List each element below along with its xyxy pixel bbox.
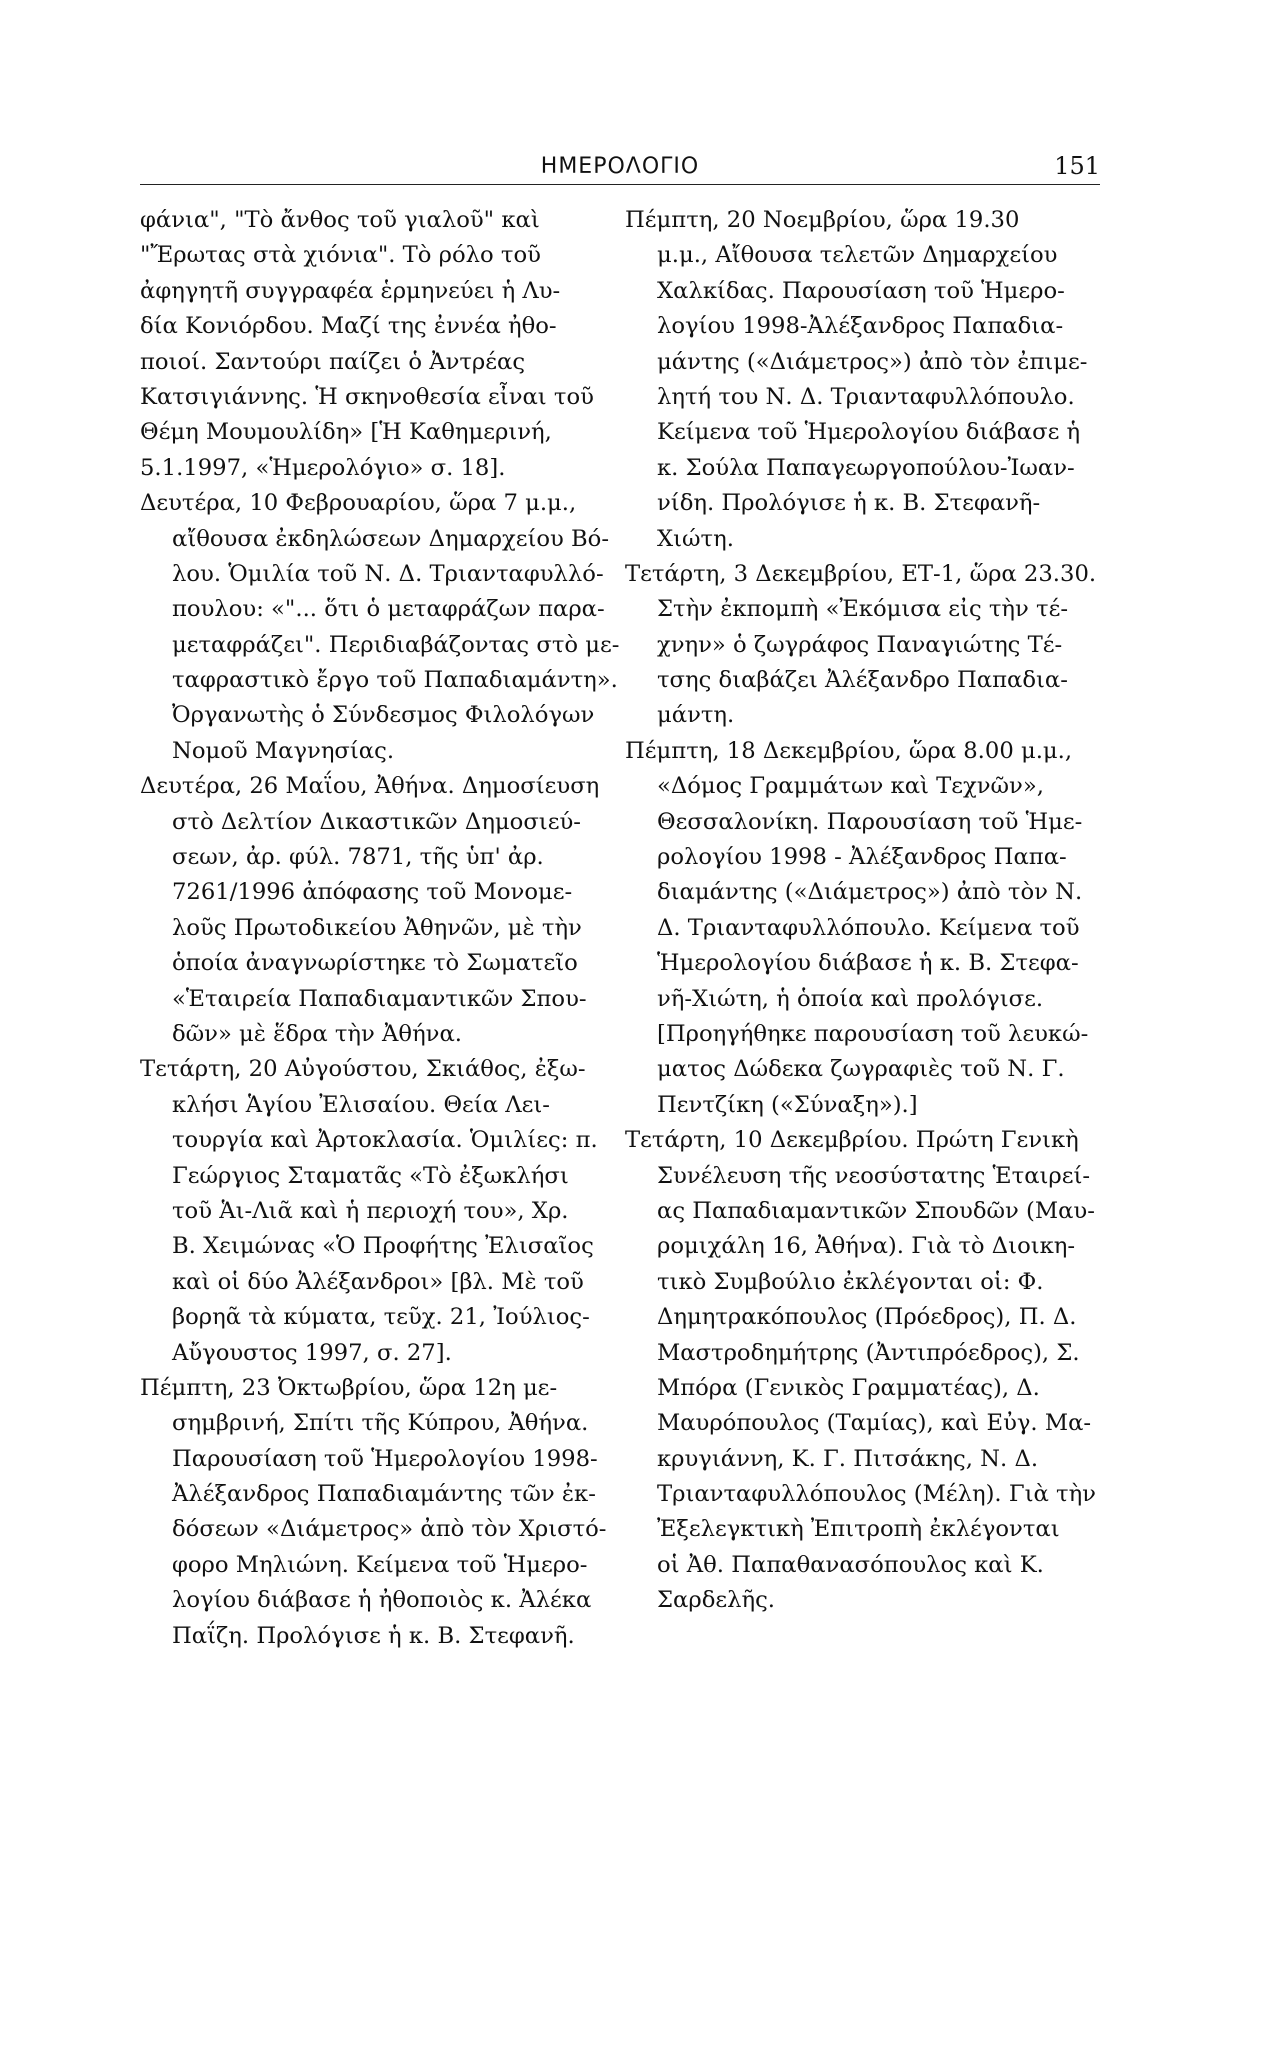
page-number: 151 [1054,152,1100,180]
text-line: Χιώτη. [657,525,734,552]
text-line: Συνέλευση τῆς νεοσύστατης Ἑταιρεί- [657,1162,1091,1189]
text-line: ποιοί. Σαντούρι παίζει ὁ Ἀντρέας [140,348,526,375]
text-line: Αὔγουστος 1997, σ. 27]. [172,1339,452,1366]
text-line: 7261/1996 ἀπόφασης τοῦ Μονομε- [172,879,573,906]
text-line: κρυγιάννη, Κ. Γ. Πιτσάκης, Ν. Δ. [657,1445,1039,1472]
text-line: λοῦς Πρωτοδικείου Ἀθηνῶν, μὲ τὴν [172,914,582,941]
text-line: «Ἑταιρεία Παπαδιαμαντικῶν Σπου- [172,985,587,1012]
text-line: Ἐξελεγκτικὴ Ἐπιτροπὴ ἐκλέγονται [657,1516,1060,1543]
right-column [625,203,1097,1619]
text-line: στὸ Δελτίον Δικαστικῶν Δημοσιεύ- [172,808,581,835]
text-line: "Ἔρωτας στὰ χιόνια". Τὸ ρόλο τοῦ [140,242,541,269]
text-line: Μαυρόπουλος (Ταμίας), καὶ Εὐγ. Μα- [657,1410,1092,1437]
text-line: Δ. Τριανταφυλλόπουλο. Κείμενα τοῦ [657,914,1080,941]
text-line: χνην» ὁ ζωγράφος Παναγιώτης Τέ- [657,631,1063,658]
text-line: Χαλκίδας. Παρουσίαση τοῦ Ἡμερο- [657,277,1065,304]
text-line: [Προηγήθηκε παρουσίαση τοῦ λευκώ- [657,1020,1089,1047]
text-line: τουργία καὶ Ἀρτοκλασία. Ὁμιλίες: π. [172,1127,598,1154]
text-line: «Δόμος Γραμμάτων καὶ Τεχνῶν», [657,773,1044,800]
text-line: Δημητρακόπουλος (Πρόεδρος), Π. Δ. [657,1304,1077,1331]
text-line: Πέμπτη, 23 Ὀκτωβρίου, ὥρα 12η με- [140,1374,558,1401]
text-line: σημβρινή, Σπίτι τῆς Κύπρου, Ἀθήνα. [172,1410,589,1437]
text-line: Θέμη Μουμουλίδη» [Ἡ Καθημερινή, [140,419,552,446]
text-line: Γεώργιος Σταματᾶς «Τὸ ἐξωκλήσι [172,1162,569,1189]
text-line: Πέμπτη, 18 Δεκεμβρίου, ὥρα 8.00 μ.μ., [625,737,1073,764]
text-line: Τριανταφυλλόπουλος (Μέλη). Γιὰ τὴν [657,1481,1096,1508]
text-line: μ.μ., Αἴθουσα τελετῶν Δημαρχείου [657,242,1058,269]
text-line: βορηᾶ τὰ κύματα, τεῦχ. 21, Ἰούλιος- [172,1304,590,1331]
text-line: λητή του Ν. Δ. Τριανταφυλλόπουλο. [657,383,1075,410]
text-line: μεταφράζει". Περιδιαβάζοντας στὸ με- [172,631,620,658]
text-line: καὶ οἱ δύο Ἀλέξανδροι» [βλ. Μὲ τοῦ [172,1268,584,1295]
text-line: σεων, ἀρ. φύλ. 7871, τῆς ὑπ' ἀρ. [172,844,544,871]
text-line: Μπόρα (Γενικὸς Γραμματέας), Δ. [657,1374,1040,1401]
text-line: οἱ Ἀθ. Παπαθανασόπουλος καὶ Κ. [657,1551,1044,1578]
text-line: Μαστροδημήτρης (Ἀντιπρόεδρος), Σ. [657,1339,1080,1366]
running-header [140,150,1100,185]
text-line: Κείμενα τοῦ Ἡμερολογίου διάβασε ἡ [657,419,1081,446]
text-line: Τετάρτη, 20 Αὐγούστου, Σκιάθος, ἐξω- [140,1056,586,1083]
text-line: Νομοῦ Μαγνησίας. [172,737,395,764]
text-line: κλήσι Ἁγίου Ἐλισαίου. Θεία Λει- [172,1091,550,1118]
left-column [140,203,620,1654]
text-line: Πέμπτη, 20 Νοεμβρίου, ὥρα 19.30 [625,207,1020,233]
text-line: δία Κονιόρδου. Μαζί της ἐννέα ἠθο- [140,313,557,340]
text-line: λου. Ὁμιλία τοῦ Ν. Δ. Τριανταφυλλό- [172,560,604,587]
text-line: Ὀργανωτὴς ὁ Σύνδεσμος Φιλολόγων [172,702,595,729]
text-line: ας Παπαδιαμαντικῶν Σπουδῶν (Μαυ- [657,1197,1095,1224]
text-line: Σαρδελῆς. [657,1587,776,1614]
text-line: νῆ-Χιώτη, ἡ ὁποία καὶ προλόγισε. [657,985,1044,1012]
running-title: ΗΜΕΡΟΛΟΓΙΟ [540,154,700,179]
text-line: 5.1.1997, «Ἡμερολόγιο» σ. 18]. [140,454,506,481]
text-line: δόσεων «Διάμετρος» ἀπὸ τὸν Χριστό- [172,1516,607,1543]
text-line: πουλου: «"... ὅτι ὁ μεταφράζων παρα- [172,596,605,623]
text-line: Τετάρτη, 10 Δεκεμβρίου. Πρώτη Γενικὴ [625,1127,1079,1154]
text-line: Παΐζη. Προλόγισε ἡ κ. Β. Στεφανῆ. [172,1622,575,1649]
text-line: Παρουσίαση τοῦ Ἡμερολογίου 1998- [172,1445,598,1472]
text-line: νίδη. Προλόγισε ἡ κ. Β. Στεφανῆ- [657,490,1041,517]
text-line: ἀφηγητῆ συγγραφέα ἑρμηνεύει ἡ Λυ- [140,277,561,304]
text-line: Δευτέρα, 26 Μαΐου, Ἀθήνα. Δημοσίευση [140,773,600,800]
text-line: Ἡμερολογίου διάβασε ἡ κ. Β. Στεφα- [657,950,1079,977]
text-line: αἴθουσα ἐκδηλώσεων Δημαρχείου Βό- [172,525,610,552]
text-line: Στὴν ἐκπομπὴ «Ἐκόμισα εἰς τὴν τέ- [657,596,1068,623]
text-line: κ. Σούλα Παπαγεωργοπούλου-Ἰωαν- [657,454,1075,481]
text-line: Τετάρτη, 3 Δεκεμβρίου, ΕΤ-1, ὥρα 23.30. [625,560,1097,587]
text-line: ὁποία ἀναγνωρίστηκε τὸ Σωματεῖο [172,950,578,977]
text-line: Κατσιγιάννης. Ἡ σκηνοθεσία εἶναι τοῦ [140,383,594,410]
text-line: ματος Δώδεκα ζωγραφιὲς τοῦ Ν. Γ. [657,1056,1065,1083]
text-line: φορο Μηλιώνη. Κείμενα τοῦ Ἡμερο- [172,1551,588,1578]
text-line: τσης διαβάζει Ἀλέξανδρο Παπαδια- [657,667,1068,694]
text-line: Ἀλέξανδρος Παπαδιαμάντης τῶν ἐκ- [172,1481,596,1508]
text-line: ρολογίου 1998 - Ἀλέξανδρος Παπα- [657,844,1067,871]
text-line: Δευτέρα, 10 Φεβρουαρίου, ὥρα 7 μ.μ., [140,490,577,517]
text-line: ταφραστικὸ ἔργο τοῦ Παπαδιαμάντη». [172,667,618,694]
text-line: λογίου 1998-Ἀλέξανδρος Παπαδια- [657,313,1064,340]
text-line: φάνια", "Τὸ ἄνθος τοῦ γιαλοῦ" καὶ [140,207,540,233]
text-line: μάντη. [657,702,735,729]
text-line: λογίου διάβασε ἡ ἠθοποιὸς κ. Ἀλέκα [172,1587,592,1614]
text-line: δῶν» μὲ ἕδρα τὴν Ἀθήνα. [172,1020,462,1047]
text-line: διαμάντης («Διάμετρος») ἀπὸ τὸν Ν. [657,879,1083,906]
text-line: Β. Χειμώνας «Ὁ Προφήτης Ἐλισαῖος [172,1233,594,1260]
text-line: μάντης («Διάμετρος») ἀπὸ τὸν ἐπιμε- [657,348,1088,375]
text-line: Πεντζίκη («Σύναξη»).] [657,1091,918,1118]
text-line: τοῦ Ἁι-Λιᾶ καὶ ἡ περιοχή του», Χρ. [172,1197,569,1224]
text-line: ρομιχάλη 16, Ἀθήνα). Γιὰ τὸ Διοικη- [657,1233,1076,1260]
text-line: τικὸ Συμβούλιο ἐκλέγονται οἱ: Φ. [657,1268,1044,1295]
text-line: Θεσσαλονίκη. Παρουσίαση τοῦ Ἡμε- [657,808,1083,835]
